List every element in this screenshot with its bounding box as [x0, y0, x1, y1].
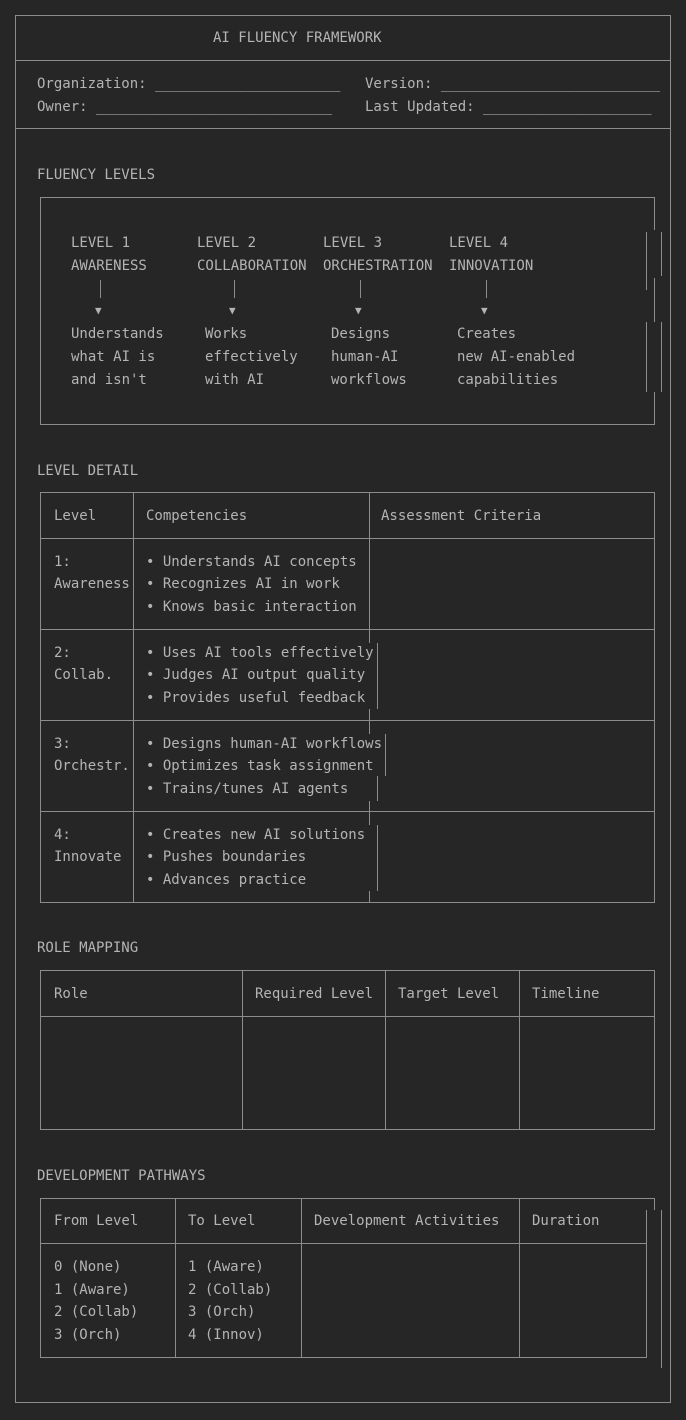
outer-border-bottom	[15, 1402, 671, 1403]
row-level-name: Collab.	[54, 667, 114, 683]
competency-item: • Trains/tunes AI agents	[146, 781, 349, 797]
column-header-target-level: Target Level	[398, 986, 500, 1002]
arrow-down-icon: ▼	[95, 304, 102, 317]
level-connector	[100, 280, 101, 298]
column-header-timeline: Timeline	[532, 986, 600, 1002]
row-level-name: Innovate	[54, 849, 122, 865]
competency-item: • Understands AI concepts	[146, 554, 357, 570]
row-level-number: 2:	[54, 645, 71, 661]
outer-border-top	[15, 15, 671, 16]
competency-item: • Knows basic interaction	[146, 599, 357, 615]
column-header-competencies: Competencies	[146, 508, 248, 524]
header-divider	[15, 60, 671, 61]
level-description-line: with AI	[205, 372, 265, 388]
level-number: LEVEL 1	[71, 235, 131, 251]
competency-item: • Pushes boundaries	[146, 849, 307, 865]
competency-item: • Creates new AI solutions	[146, 827, 366, 843]
competency-item: • Designs human-AI workflows	[146, 736, 383, 752]
level-description-line: human-AI	[331, 349, 399, 365]
column-header-to-level: To Level	[188, 1213, 256, 1229]
from-level-cell: 1 (Aware)	[54, 1282, 130, 1298]
column-header-development-activities: Development Activities	[314, 1213, 500, 1229]
level-name: INNOVATION	[449, 258, 534, 274]
row-level-number: 3:	[54, 736, 71, 752]
competency-item: • Advances practice	[146, 872, 307, 888]
level-description-line: and isn't	[71, 372, 147, 388]
level-name: COLLABORATION	[197, 258, 307, 274]
level-description-line: what AI is	[71, 349, 156, 365]
fluency-levels-heading: FLUENCY LEVELS	[37, 167, 156, 183]
to-level-cell: 4 (Innov)	[188, 1327, 264, 1343]
to-level-cell: 1 (Aware)	[188, 1259, 264, 1275]
level-description-line: effectively	[205, 349, 298, 365]
row-level-name: Orchestr.	[54, 758, 130, 774]
from-level-cell: 0 (None)	[54, 1259, 122, 1275]
outer-border-left	[15, 15, 16, 1403]
level-connector	[360, 280, 361, 298]
level-description-line: capabilities	[457, 372, 559, 388]
column-header-from-level: From Level	[54, 1213, 139, 1229]
outer-border-right	[670, 15, 671, 1403]
level-connector	[234, 280, 235, 298]
column-header-required-level: Required Level	[255, 986, 374, 1002]
column-header-level: Level	[54, 508, 97, 524]
meta-divider	[15, 128, 671, 129]
from-level-cell: 3 (Orch)	[54, 1327, 122, 1343]
level-name: ORCHESTRATION	[323, 258, 433, 274]
to-level-cell: 2 (Collab)	[188, 1282, 273, 1298]
level-description-line: Creates	[457, 326, 517, 342]
column-header-duration: Duration	[532, 1213, 600, 1229]
level-description-line: workflows	[331, 372, 407, 388]
organization-field: Organization: ______________________	[37, 76, 341, 92]
level-detail-heading: LEVEL DETAIL	[37, 463, 139, 479]
from-level-cell: 2 (Collab)	[54, 1304, 139, 1320]
version-field: Version: __________________________	[365, 76, 661, 92]
competency-item: • Recognizes AI in work	[146, 576, 340, 592]
arrow-down-icon: ▼	[481, 304, 488, 317]
competency-item: • Optimizes task assignment	[146, 758, 374, 774]
development-pathways-heading: DEVELOPMENT PATHWAYS	[37, 1168, 206, 1184]
arrow-down-icon: ▼	[229, 304, 236, 317]
level-number: LEVEL 3	[323, 235, 383, 251]
competency-item: • Uses AI tools effectively	[146, 645, 374, 661]
column-header-assessment-criteria: Assessment Criteria	[381, 508, 542, 524]
arrow-down-icon: ▼	[355, 304, 362, 317]
owner-field: Owner: ____________________________	[37, 99, 333, 115]
to-level-cell: 3 (Orch)	[188, 1304, 256, 1320]
level-number: LEVEL 2	[197, 235, 257, 251]
level-number: LEVEL 4	[449, 235, 509, 251]
level-connector	[486, 280, 487, 298]
competency-item: • Provides useful feedback	[146, 690, 366, 706]
row-level-number: 1:	[54, 554, 71, 570]
row-level-name: Awareness	[54, 576, 130, 592]
role-mapping-heading: ROLE MAPPING	[37, 940, 139, 956]
level-description-line: Designs	[331, 326, 391, 342]
level-name: AWARENESS	[71, 258, 147, 274]
competency-item: • Judges AI output quality	[146, 667, 366, 683]
level-description-line: Understands	[71, 326, 164, 342]
document-title: AI FLUENCY FRAMEWORK	[213, 30, 382, 46]
row-level-number: 4:	[54, 827, 71, 843]
level-description-line: new AI-enabled	[457, 349, 576, 365]
column-header-role: Role	[54, 986, 88, 1002]
level-description-line: Works	[205, 326, 248, 342]
last-updated-field: Last Updated: ____________________	[365, 99, 652, 115]
